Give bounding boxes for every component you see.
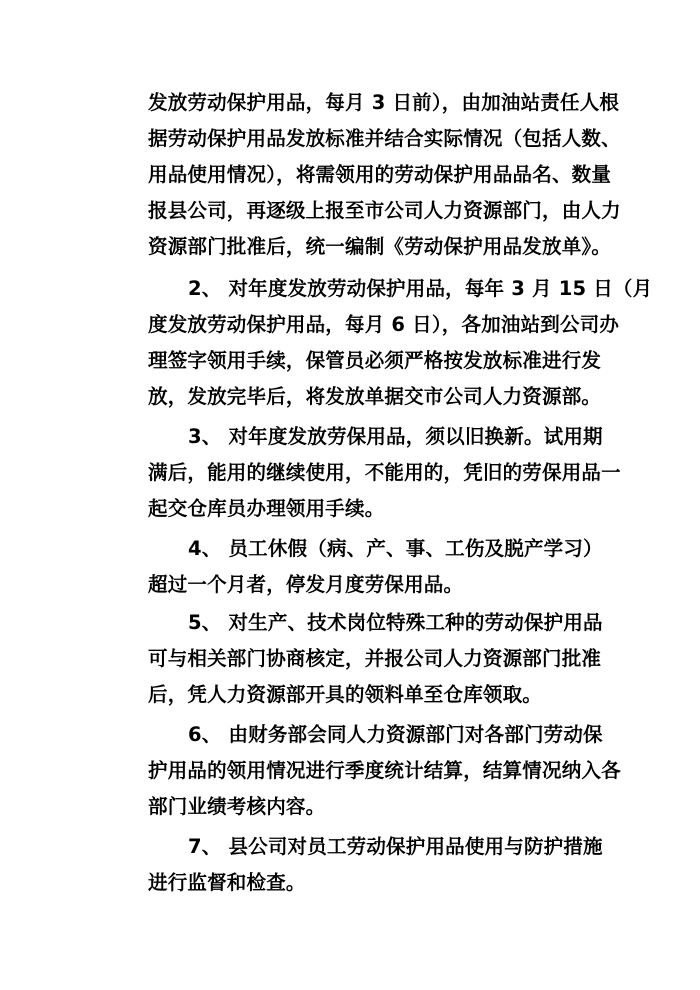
text-line: 后，凭人力资源部开具的领料单至仓库领取。: [148, 683, 543, 706]
list-item-3: 3、 对年度发放劳保用品，须以旧换新。试用期: [188, 425, 603, 448]
text-line: 进行监督和检查。: [148, 871, 306, 894]
text-line: 理签字领用手续，保管员必须严格按发放标准进行发: [148, 349, 602, 372]
text-line: 用品使用情况），将需领用的劳动保护用品品名、数量: [148, 163, 612, 186]
list-item-5: 5、 对生产、技术岗位特殊工种的劳动保护用品: [188, 611, 603, 634]
text-line: 护用品的领用情况进行季度统计结算，结算情况纳入各: [148, 759, 621, 782]
text-line: 起交仓库员办理领用手续。: [148, 497, 385, 520]
text-line: 部门业绩考核内容。: [148, 795, 326, 818]
text-line: 放，发放完毕后，将发放单据交市公司人力资源部。: [148, 385, 602, 408]
text-line: 发放劳动保护用品，每月 3 日前），由加油站责任人根: [148, 91, 620, 114]
text-line: 满后，能用的继续使用，不能用的，凭旧的劳保用品一: [148, 461, 621, 484]
list-item-4: 4、 员工休假（病、产、事、工伤及脱产学习）: [188, 537, 603, 560]
list-item-6: 6、 由财务部会同人力资源部门对各部门劳动保: [188, 723, 603, 746]
text-line: 可与相关部门协商核定，并报公司人力资源部门批准: [148, 647, 602, 670]
text-line: 据劳动保护用品发放标准并结合实际情况（包括人数、: [148, 127, 621, 150]
text-line: 资源部门批准后，统一编制《劳动保护用品发放单》。: [148, 235, 612, 258]
text-line: 度发放劳动保护用品，每月 6 日），各加油站到公司办: [148, 313, 620, 336]
text-line: 超过一个月者，停发月度劳保用品。: [148, 573, 464, 596]
text-line: 报县公司，再逐级上报至市公司人力资源部门，由人力: [148, 199, 621, 222]
list-item-7: 7、 县公司对员工劳动保护用品使用与防护措施: [188, 835, 603, 858]
list-item-2: 2、 对年度发放劳动保护用品，每年 3 月 15 日（月: [188, 277, 653, 300]
